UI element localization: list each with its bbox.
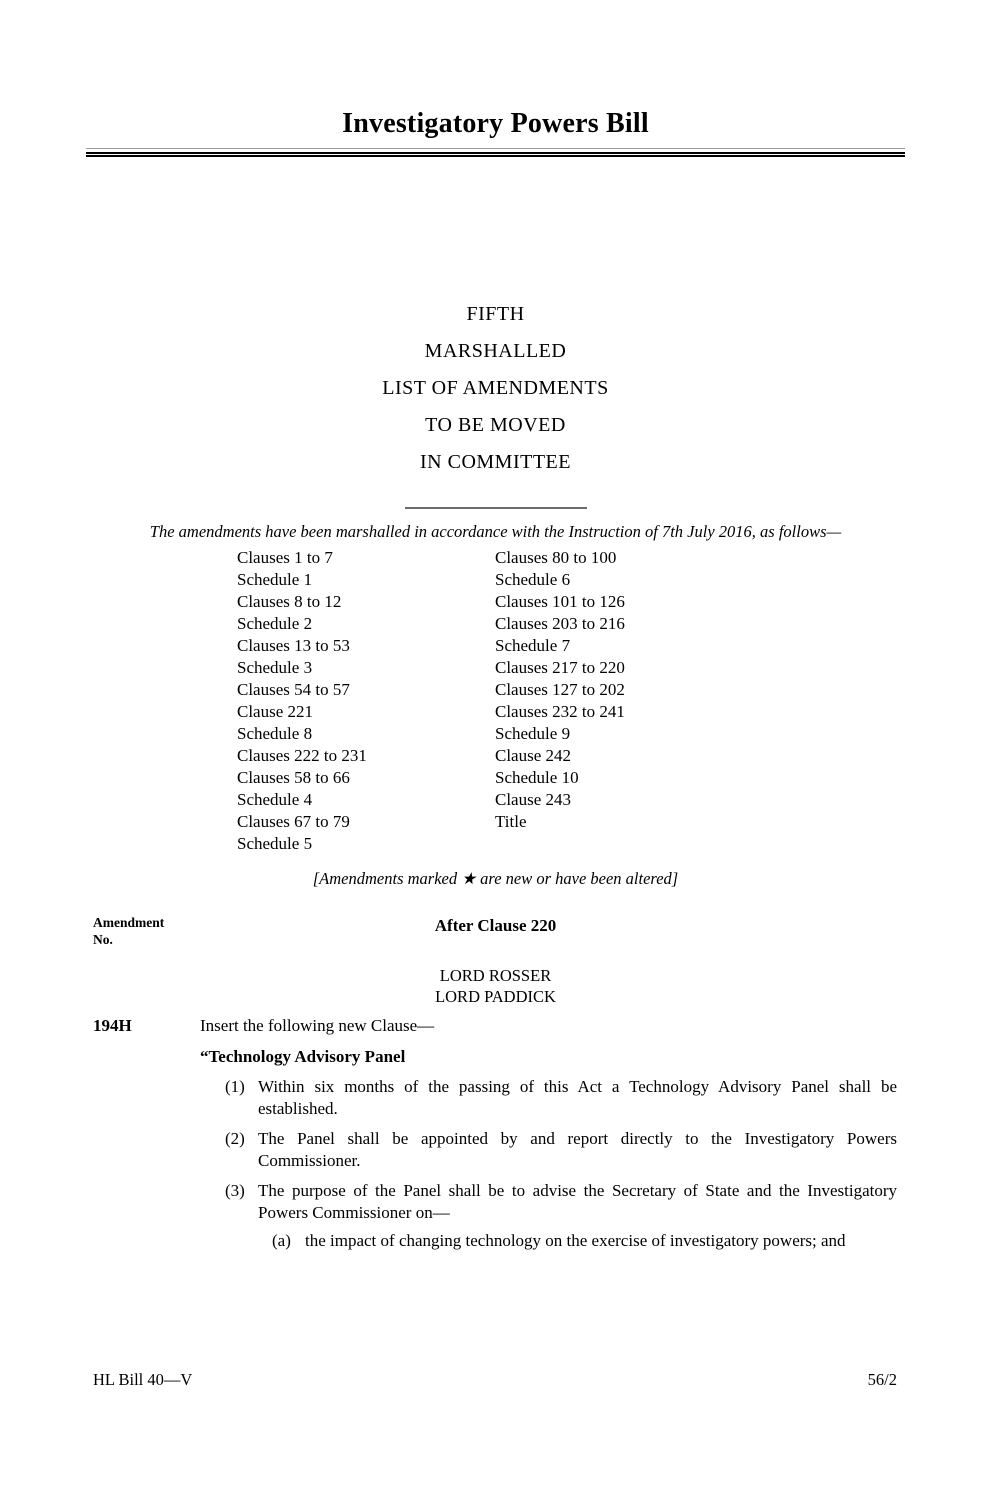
- order-list-item: Schedule 7: [495, 636, 571, 655]
- amendment-number: 194H: [93, 1016, 132, 1035]
- sponsor-names: [0, 965, 991, 1007]
- amendment-instruction-row: [93, 1015, 897, 1037]
- order-list-item: Title: [495, 812, 527, 831]
- sponsor-name: LORD ROSSER: [439, 966, 552, 985]
- order-list-item: Clauses 217 to 220: [495, 658, 625, 677]
- page-footer: [93, 1370, 897, 1390]
- order-list-item: Clauses 54 to 57: [237, 680, 350, 699]
- heading-line: FIFTH: [466, 303, 525, 325]
- order-list-item: Clauses 222 to 231: [237, 746, 367, 765]
- amendment-body: [93, 1015, 897, 1252]
- order-list-item: Clause 242: [495, 746, 572, 765]
- marshalled-headings: [0, 303, 991, 473]
- amendment-no-label-line: No.: [93, 931, 113, 947]
- subsection-number: (1): [225, 1077, 245, 1096]
- order-list-item: Clauses 8 to 12: [237, 592, 342, 611]
- subsection-text: The purpose of the Panel shall be to advise the Secretary of State and the Investigatory Powers Commissioner on—: [258, 1181, 897, 1222]
- order-list-item: Schedule 3: [237, 658, 313, 677]
- order-list-item: Schedule 6: [495, 570, 571, 589]
- subsection-text: Within six months of the passing of this Act a Technology Advisory Panel shall be established.: [258, 1077, 897, 1118]
- heading-line: MARSHALLED: [424, 340, 567, 362]
- subsection-number: (2): [225, 1129, 245, 1148]
- new-clause-title: “Technology Advisory Panel: [200, 1047, 406, 1066]
- bill-title: Investigatory Powers Bill: [342, 108, 649, 139]
- clause-subsection: [225, 1180, 897, 1224]
- document-page: [0, 107, 991, 1508]
- clause-subsection: [225, 1076, 897, 1120]
- order-list-item: Schedule 1: [237, 570, 313, 589]
- order-list-item: Schedule 9: [495, 724, 571, 743]
- order-list-left-column: [237, 547, 495, 855]
- sponsor-name: LORD PADDICK: [435, 987, 556, 1006]
- sub-item-letter: (a): [272, 1231, 291, 1250]
- order-list-item: Schedule 10: [495, 768, 579, 787]
- heading-line: LIST OF AMENDMENTS: [382, 377, 609, 399]
- order-list-item: Clauses 58 to 66: [237, 768, 350, 787]
- title-rule: [86, 148, 905, 157]
- order-list-item: Clause 243: [495, 790, 572, 809]
- section-divider-rule: [405, 507, 587, 509]
- amendment-no-column-label: [93, 915, 164, 948]
- clause-subsection: [225, 1128, 897, 1172]
- star-legend-note: [Amendments marked ★ are new or have been altered]: [312, 869, 679, 888]
- order-list-item: Schedule 8: [237, 724, 313, 743]
- amendment-header-band: [0, 915, 991, 951]
- footer-page-code: 56/2: [867, 1370, 897, 1389]
- clause-sub-item: [272, 1230, 897, 1252]
- order-list-right-column: [495, 547, 991, 855]
- order-list-item: Schedule 2: [237, 614, 313, 633]
- amendment-no-label-line: Amendment: [93, 915, 165, 930]
- order-list-item: Clauses 67 to 79: [237, 812, 350, 831]
- heading-line: IN COMMITTEE: [420, 451, 571, 473]
- order-list-item: Clauses 203 to 216: [495, 614, 625, 633]
- heading-line: TO BE MOVED: [425, 414, 566, 436]
- subsection-text: The Panel shall be appointed by and report directly to the Investigatory Powers Commissioner.: [258, 1129, 897, 1170]
- order-list-item: Clauses 101 to 126: [495, 592, 625, 611]
- footer-bill-reference: HL Bill 40—V: [93, 1370, 193, 1389]
- order-list-item: Clauses 13 to 53: [237, 636, 350, 655]
- order-list-item: Schedule 4: [237, 790, 313, 809]
- place-heading: After Clause 220: [434, 916, 557, 935]
- sub-item-text: the impact of changing technology on the exercise of investigatory powers; and: [305, 1231, 846, 1250]
- marshalling-note: The amendments have been marshalled in accordance with the Instruction of 7th July 2016, as follows—: [149, 522, 842, 541]
- order-list-item: Schedule 5: [237, 834, 313, 853]
- order-list-item: Clause 221: [237, 702, 314, 721]
- order-list-item: Clauses 1 to 7: [237, 548, 333, 567]
- order-list-item: Clauses 127 to 202: [495, 680, 625, 699]
- amendment-instruction: Insert the following new Clause—: [200, 1016, 435, 1035]
- order-list-item: Clauses 232 to 241: [495, 702, 625, 721]
- order-list-item: Clauses 80 to 100: [495, 548, 617, 567]
- marshalling-order-list: [237, 547, 991, 855]
- subsection-number: (3): [225, 1181, 245, 1200]
